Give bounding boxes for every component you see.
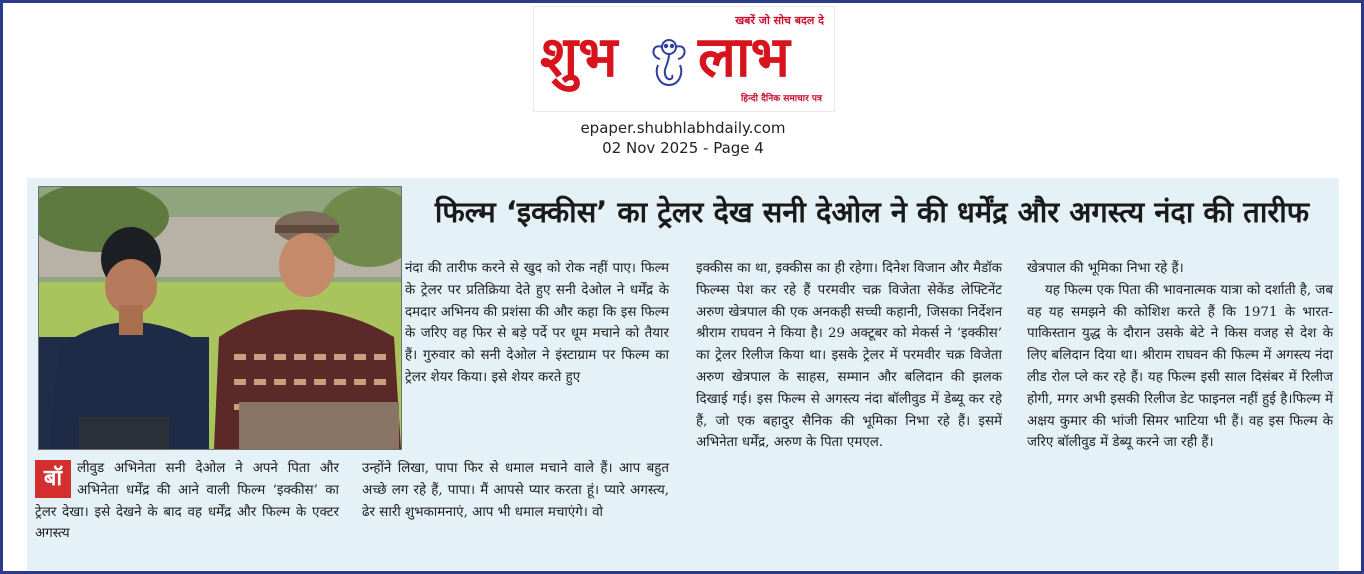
article-photo[interactable] [38,186,402,450]
ganesha-logo-icon [646,35,692,87]
site-url[interactable]: epaper.shubhlabhdaily.com [580,119,786,137]
masthead-tagline: खबरें जो सोच बदल दे [735,14,824,27]
column-3-text-1: खेत्रपाल की भूमिका निभा रहे हैं। [1027,261,1184,276]
news-article [27,178,1339,570]
article-lead-column [35,458,339,545]
column-1-tail-text: उन्होंने लिखा, पापा फिर से धमाल मचाने वाले हैं। आप बहुत अच्छे लग रहे हैं, पापा। मैं आपसे प्यार करता हूं। प्यारे अगस्त्य, ढेर सारी शुभकामनाएं, आप भी धमाल मचाएंगे। वो [362,461,669,520]
article-column-3 [1027,258,1333,454]
logo-word-shubh: शुभ [540,24,618,90]
photo-illustration [39,187,401,449]
logo-word-labh: लाभ [698,24,790,90]
dropcap: बॉ [35,460,71,498]
article-column-1-continued [362,458,669,523]
article-column-2 [696,258,1002,454]
column-3-text-2: यह फिल्म एक पिता की भावनात्मक यात्रा को दर्शाती है, जब वह यह समझने की कोशिश करते हैं कि 1971 के भारत-पाकिस्तान युद्ध के दौरान उसके बेटे ने किस वजह से देश के लिए बलिदान दिया था। श्रीराम राघवन की फिल्म में अगस्त्य नंदा लीड रोल प्ले कर रहे हैं। यह फिल्म इसी साल दिसंबर में रिलीज होगी, मगर अभी इसकी रिलीज डेट फाइनल नहीं हुई है।फिल्म में अक्षय कुमार की भांजी सिमर भाटिया भी हैं। वह इस फिल्म के जरिए बॉलीवुड में डेब्यू करने जा रही हैं। [1027,282,1334,451]
column-2-text: इक्कीस का था, इक्कीस का ही रहेगा। दिनेश विजान और मैडॉक फिल्म्स पेश कर रहे हैं परमवीर चक्र विजेता सेकेंड लेफ्टिनेंट अरुण खेत्रपाल की एक अनकही सच्ची कहानी, जिसका निर्देशन श्रीराम राघवन ने किया है। 29 अक्टूबर को मेकर्स ने ‘इक्कीस’ का ट्रेलर रिलीज किया था। इसके ट्रेलर में परमवीर चक्र विजेता अरुण खेत्रपाल के साहस, सम्मान और बलिदान की झलक दिखाई गई। इस फिल्म से अगस्त्य नंदा बॉलीवुड में डेब्यू कर रहे हैं, जो एक बहादुर सैनिक की भूमिका निभा रहे हैं। इसमें अभिनेता धर्मेंद्र, अरुण के पिता एमएल. [696,261,1002,451]
lead-text: लीवुड अभिनेता सनी देओल ने अपने पिता और अभिनेता धर्मेंद्र की आने वाली फिल्म ‘इक्कीस’ का ट्रेलर देखा। इसे देखने के बाद वह धर्मेंद्र और फिल्म के एक्टर अगस्त्य [35,461,339,542]
column-1-text: नंदा की तारीफ करने से खुद को रोक नहीं पाए। फिल्म के ट्रेलर पर प्रतिक्रिया देते हुए सनी देओल ने धर्मेंद्र के दमदार अभिनय की प्रशंसा की और कहा कि इस फिल्म के जरिए वह फिर से बड़े पर्दे पर धूम मचाने को तैयार हैं। गुरुवार को सनी देओल ने इंस्टाग्राम पर फिल्म का ट्रेलर शेयर किया। इसे शेयर करते हुए [405,261,669,385]
article-headline: फिल्म ‘इक्कीस’ का ट्रेलर देख सनी देओल ने की धर्मेंद्र और अगस्त्य नंदा की तारीफ [434,195,1310,229]
edition-date-page: 02 Nov 2025 - Page 4 [602,139,764,157]
masthead-subline: हिन्दी दैनिक समाचार पत्र [740,94,822,104]
article-column-1 [405,258,669,389]
masthead-logo[interactable] [533,6,835,112]
